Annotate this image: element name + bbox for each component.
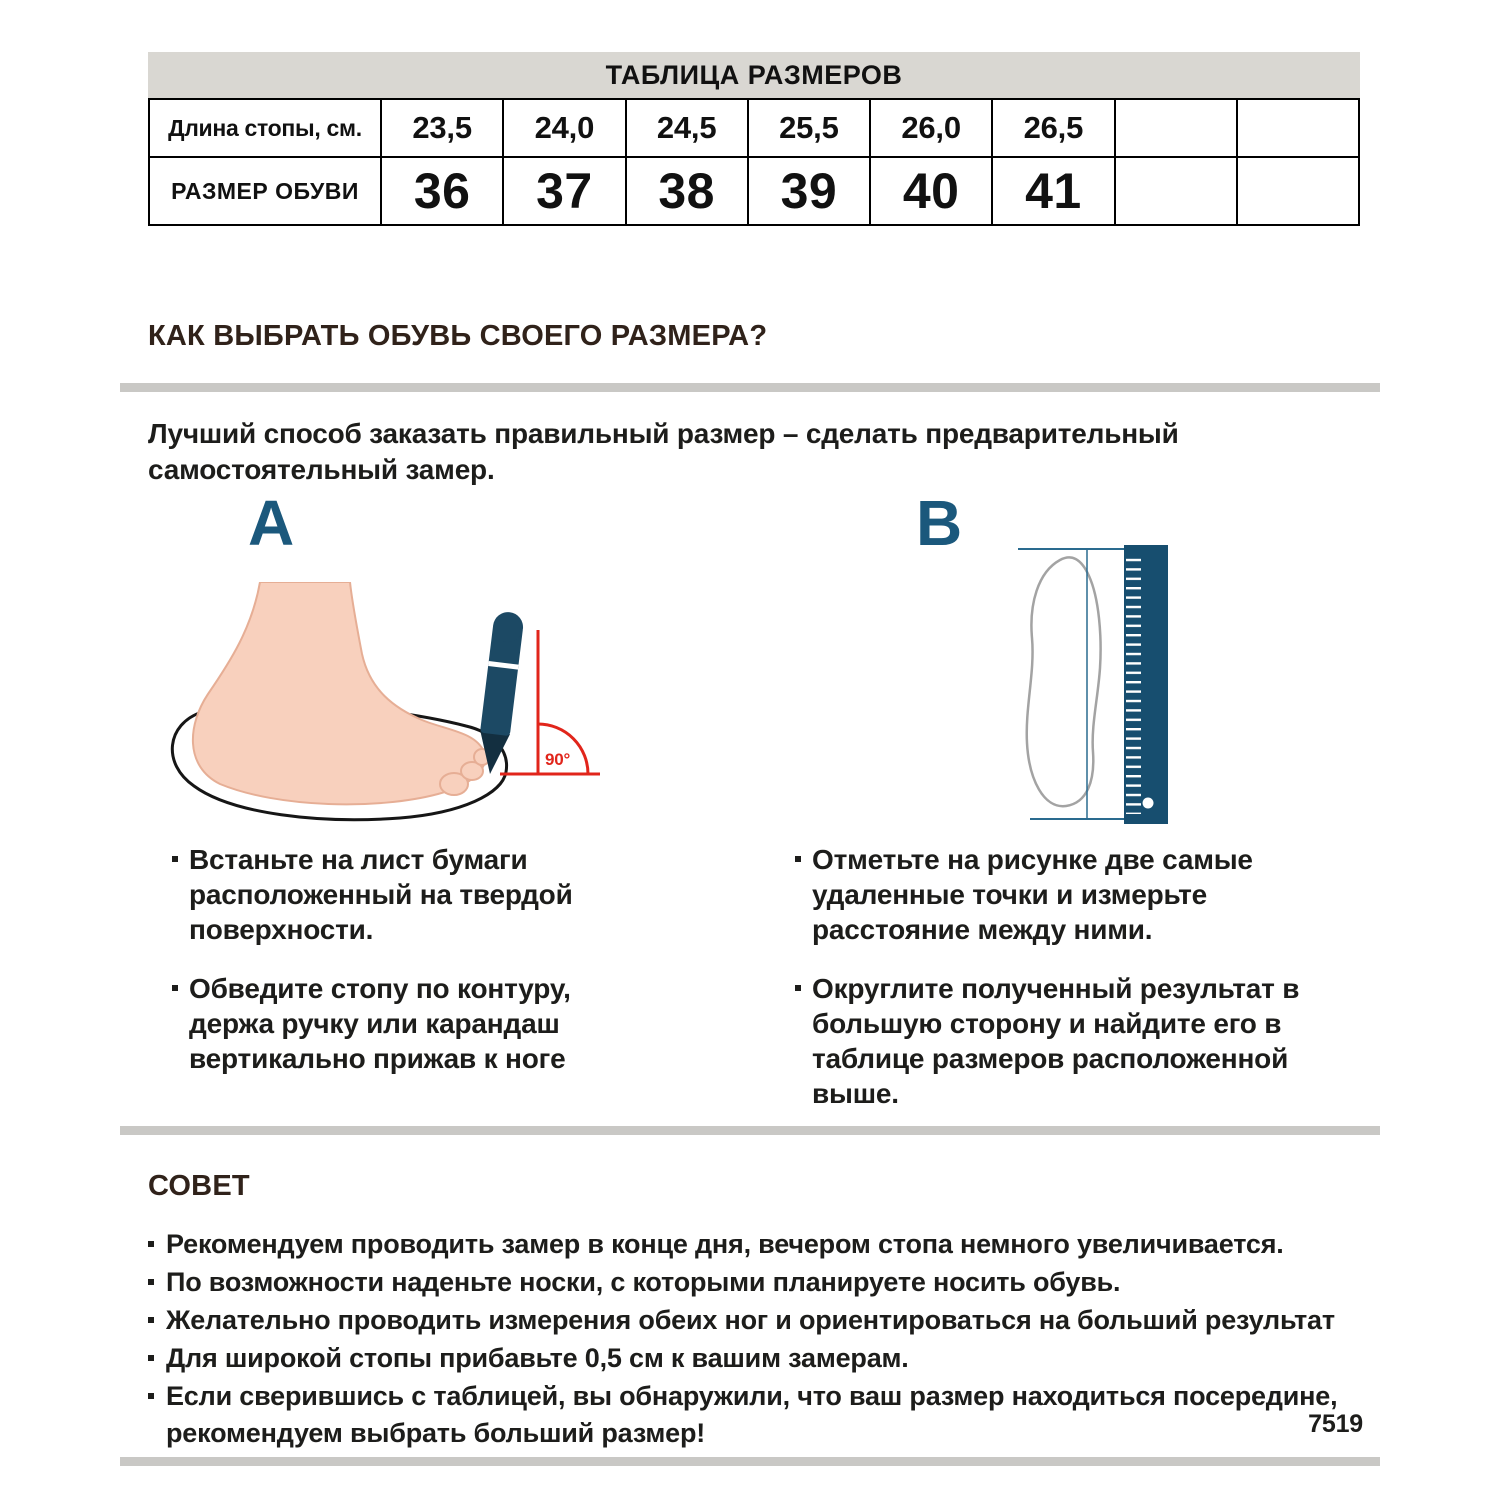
- shoe-size-cell: 38: [626, 157, 748, 225]
- foot-length-cell: 23,5: [381, 99, 503, 157]
- section-divider: [120, 1126, 1380, 1135]
- shoe-size-row: [149, 157, 1359, 225]
- shoe-size-cell: 40: [870, 157, 992, 225]
- foot-length-cell: [1237, 99, 1359, 157]
- tips-heading: СОВЕТ: [148, 1170, 250, 1202]
- page-code: 7519: [1308, 1410, 1363, 1438]
- list-item: Обведите стопу по контуру, держа ручку или карандаш вертикально прижав к ноге: [172, 971, 622, 1076]
- list-item: Округлите полученный результат в большую сторону и найдите его в таблице размеров расположенной выше.: [795, 971, 1340, 1111]
- list-item: Если сверившись с таблицей, вы обнаружили, что ваш размер находиться посередине, рекомендуем выбрать больший размер!: [148, 1378, 1398, 1452]
- foot-ruler-illustration: [1000, 540, 1200, 830]
- how-to-heading: КАК ВЫБРАТЬ ОБУВЬ СВОЕГО РАЗМЕРА?: [148, 320, 768, 352]
- row-label-shoe-size: РАЗМЕР ОБУВИ: [149, 157, 381, 225]
- foot-length-cell: 24,0: [503, 99, 625, 157]
- section-divider: [120, 1457, 1380, 1466]
- foot-length-row: [149, 99, 1359, 157]
- shoe-size-cell: 37: [503, 157, 625, 225]
- size-table-section: [148, 52, 1360, 226]
- list-item: По возможности наденьте носки, с которыми планируете носить обувь.: [148, 1264, 1398, 1301]
- ruler-hole: [1143, 798, 1154, 809]
- foot-outline-graphic: [1027, 557, 1101, 806]
- list-item: Встаньте на лист бумаги расположенный на твердой поверхности.: [172, 842, 622, 947]
- size-table: [148, 98, 1360, 226]
- shoe-size-cell: [1237, 157, 1359, 225]
- foot-length-cell: 25,5: [748, 99, 870, 157]
- foot-length-cell: 26,5: [992, 99, 1114, 157]
- foot-length-cell: [1115, 99, 1237, 157]
- shoe-size-cell: [1115, 157, 1237, 225]
- step-b-instructions: [795, 842, 1340, 1135]
- list-item: Для широкой стопы прибавьте 0,5 см к вашим замерам.: [148, 1340, 1398, 1377]
- step-a-label: A: [248, 487, 295, 559]
- foot-pencil-illustration: [160, 582, 630, 852]
- list-item: Рекомендуем проводить замер в конце дня, вечером стопа немного увеличивается.: [148, 1226, 1398, 1263]
- step-a-instructions: [172, 842, 622, 1100]
- foot-length-cell: 26,0: [870, 99, 992, 157]
- foot-length-cell: 24,5: [626, 99, 748, 157]
- shoe-size-cell: 36: [381, 157, 503, 225]
- angle-label: 90°: [545, 750, 571, 769]
- ruler-icon: [1124, 545, 1168, 824]
- row-label-foot-length: Длина стопы, см.: [149, 99, 381, 157]
- foot-graphic: [193, 582, 490, 804]
- list-item: Отметьте на рисунке две самые удаленные точки и измерьте расстояние между ними.: [795, 842, 1340, 947]
- list-item: Желательно проводить измерения обеих ног и ориентироваться на больший результат: [148, 1302, 1398, 1339]
- intro-text: Лучший способ заказать правильный размер – сделать предварительный самостоятельный замер.: [148, 418, 1179, 485]
- step-b-label: B: [916, 487, 963, 559]
- section-divider: [120, 383, 1380, 392]
- shoe-size-cell: 41: [992, 157, 1114, 225]
- shoe-size-cell: 39: [748, 157, 870, 225]
- size-table-title: ТАБЛИЦА РАЗМЕРОВ: [148, 52, 1360, 98]
